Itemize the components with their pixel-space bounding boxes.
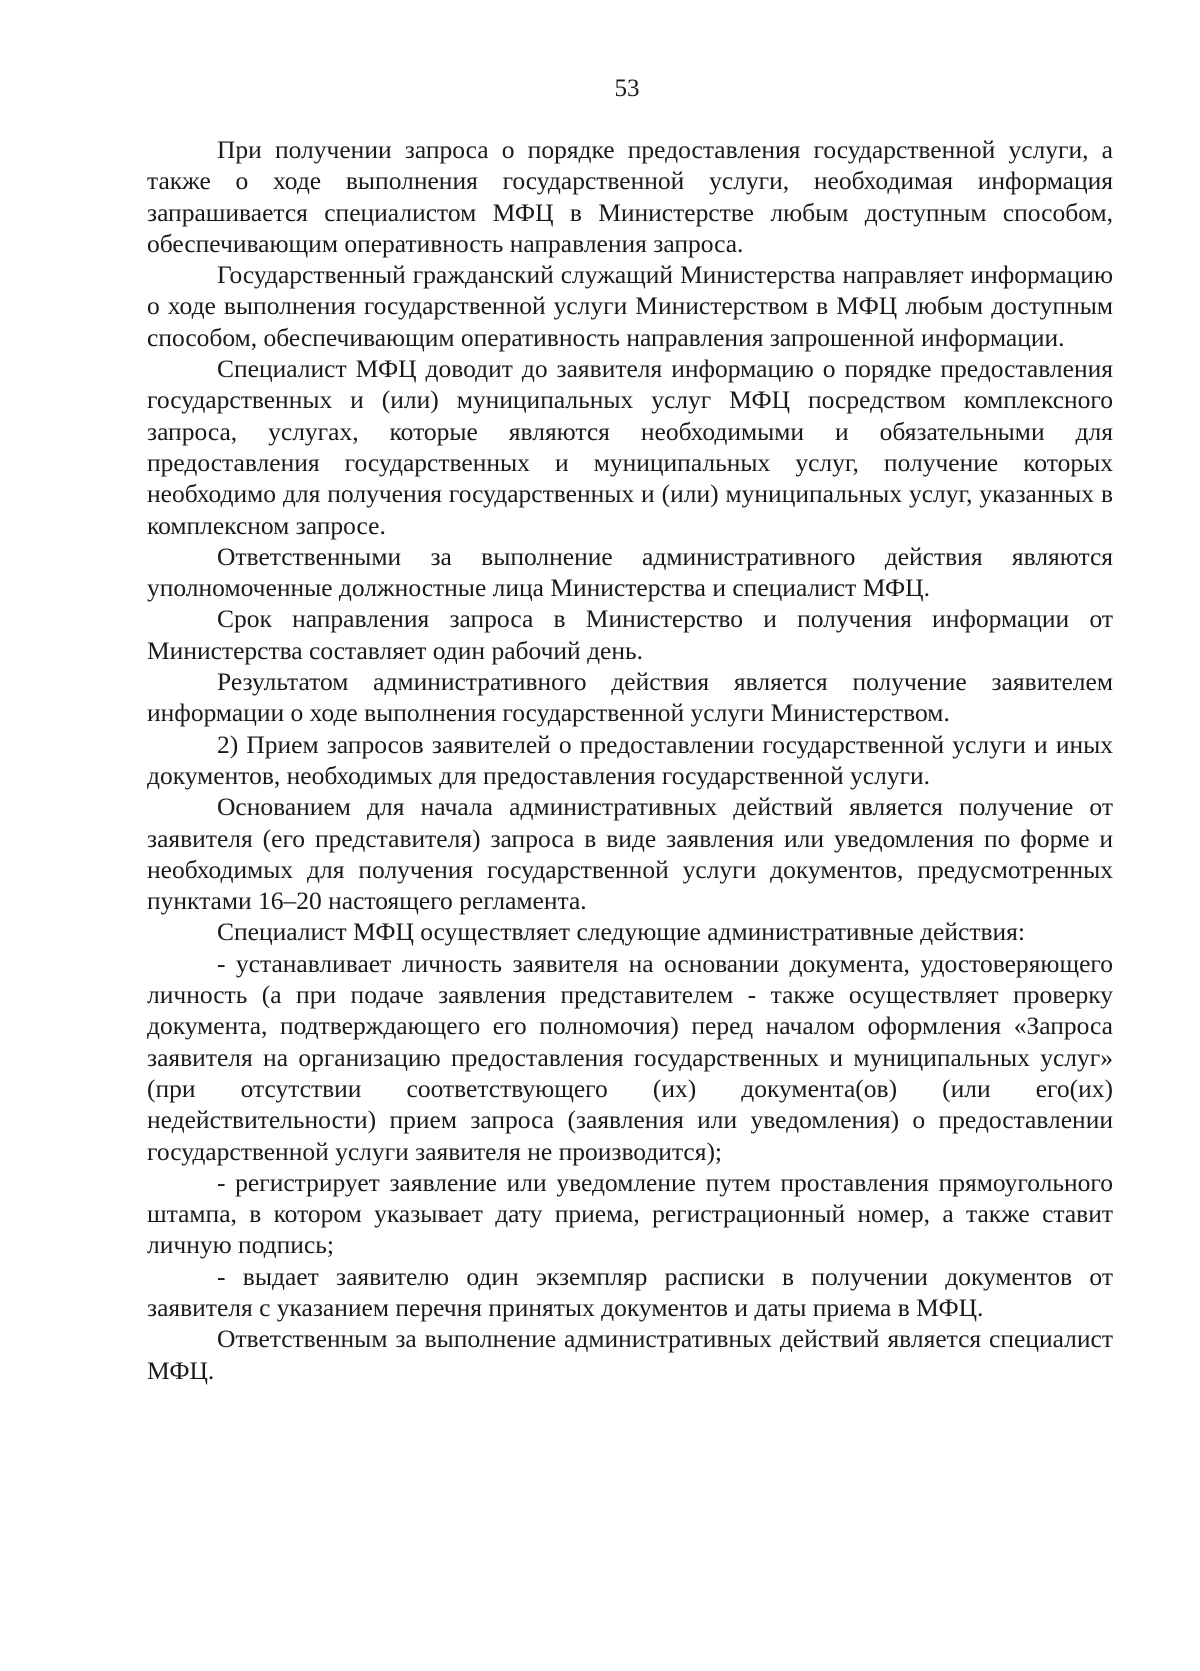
page-number: 53 xyxy=(614,75,640,102)
paragraph-result: Результатом административного действия является получение заявителем информации о ходе выполнения государственной услуги Министерством. xyxy=(147,667,1113,728)
paragraph-actions-intro: Специалист МФЦ осуществляет следующие административные действия: xyxy=(217,917,1025,947)
list-item-identify-applicant: - устанавливает личность заявителя на основании документа, удостоверяющего личность (а при подаче заявления представителем - также осуществляет проверку документа, подтверждающего его полномочия) перед началом оформления «Запроса заявителя на организацию предоставления государственных и муниципальных услуг» (при отсутствии соответствующего (их) документа(ов) (или его(их) недействительности) прием запроса (заявления или уведомления) о предоставлении государственной услуги заявителя не производится); xyxy=(147,948,1113,1166)
paragraph-responsible-officials: Ответственными за выполнение административного действия являются уполномоченные должностные лица Министерства и специалист МФЦ. xyxy=(147,541,1113,603)
paragraph-mfc-specialist-info: Специалист МФЦ доводит до заявителя информацию о порядке предоставления государственных и (или) муниципальных услуг МФЦ посредством комплексного запроса, услугах, которые являются необходимыми и обязательными для предоставления государственных и муниципальных услуг, получение которых необходимо для получения государственных и (или) муниципальных услуг, указанных в комплексном запросе. xyxy=(147,354,1113,540)
paragraph-responsible-specialist: Ответственным за выполнение административных действий является специалист МФЦ. xyxy=(147,1324,1113,1385)
paragraph-grounds: Основанием для начала административных действий является получение от заявителя (его представителя) запроса в виде заявления или уведомления по форме и необходимых для получения государственной услуги документов, предусмотренных пунктами 16–20 настоящего регламента. xyxy=(147,792,1113,916)
document-body xyxy=(147,134,1113,1386)
list-item-issue-receipt: - выдает заявителю один экземпляр расписки в получении документов от заявителя с указанием перечня принятых документов и даты приема в МФЦ. xyxy=(147,1261,1113,1322)
paragraph-civil-servant: Государственный гражданский служащий Министерства направляет информацию о ходе выполнения государственной услуги Министерством в МФЦ любым доступным способом, обеспечивающим оперативность направления запрошенной информации. xyxy=(147,260,1113,352)
paragraph-request-info: При получении запроса о порядке предоставления государственной услуги, а также о ходе выполнения государственной услуги, необходимая информация запрашивается специалистом МФЦ в Министерстве любым доступным способом, обеспечивающим оперативность направления запроса. xyxy=(147,135,1113,258)
paragraph-section-2-heading: 2) Прием запросов заявителей о предоставлении государственной услуги и иных документов, необходимых для предоставления государственной услуги. xyxy=(147,729,1113,790)
paragraph-deadline: Срок направления запроса в Министерство и получения информации от Министерства составляет один рабочий день. xyxy=(147,604,1113,665)
list-item-register-application: - регистрирует заявление или уведомление путем проставления прямоугольного штампа, в котором указывает дату приема, регистрационный номер, а также ставит личную подпись; xyxy=(147,1167,1113,1260)
